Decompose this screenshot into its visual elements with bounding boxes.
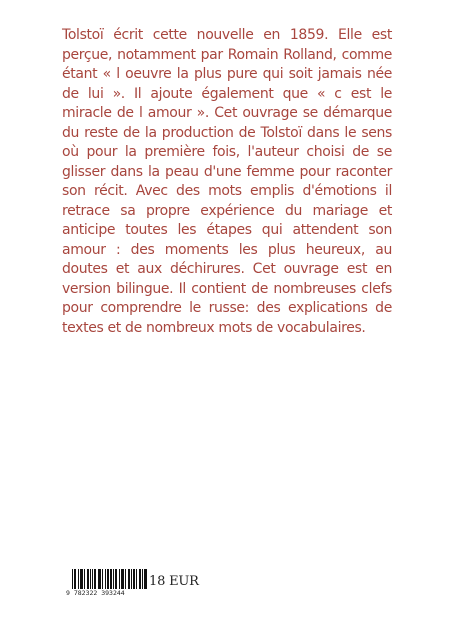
barcode-bar xyxy=(98,569,99,589)
barcode-bar xyxy=(145,569,146,589)
barcode-bar xyxy=(78,569,79,589)
barcode-bar xyxy=(123,569,124,589)
barcode-bar xyxy=(131,569,132,589)
barcode-bar xyxy=(108,569,109,589)
barcode-bar xyxy=(144,569,145,589)
barcode-bar xyxy=(90,569,91,589)
barcode-bar xyxy=(75,569,76,589)
barcode-bar xyxy=(129,569,130,589)
barcode-bar xyxy=(128,569,129,589)
barcode-digits: 9 782322 393244 xyxy=(66,589,150,597)
blurb-text: Tolstoï écrit cette nouvelle en 1859. Elle est perçue, notamment par Romain Rolland, comme étant « l oeuvre la plus pure qui soit jamais née de lui ». Il ajoute également que « c est le miracle de l amour ». Cet ouvrage se démarque du reste de la production de Tolstoï dans le sens où pour la première fois, l'auteur choisi de se glisser dans la peau d'une femme pour raconter son récit. Avec des mots emplis d'émotions il retrace sa propre expérience du mariage et anticipe toutes les étapes qui attendent son amour : des moments les plus heureux, au doutes et aux déchirures. Cet ouvrage est en version bilingue. Il contient de nombreuses clefs pour comprendre le russe: des explications de textes et de nombreux mots de vocabulaires. xyxy=(62,27,392,336)
barcode-bar xyxy=(119,569,120,589)
barcode-bar xyxy=(107,569,108,589)
barcode-bar xyxy=(116,569,117,589)
barcode-bar xyxy=(94,569,95,589)
barcode-bar xyxy=(133,569,134,589)
barcode-bar xyxy=(105,569,106,589)
barcode-bar xyxy=(82,569,83,589)
barcode-bar xyxy=(121,569,122,589)
barcode-bar xyxy=(81,569,82,589)
isbn-barcode xyxy=(66,569,148,597)
barcode-bar xyxy=(99,569,100,589)
barcode-bar xyxy=(95,569,96,589)
barcode-bar xyxy=(139,569,140,589)
barcode-bar xyxy=(102,569,103,589)
barcode-bar xyxy=(125,569,126,589)
barcode-bar xyxy=(134,569,135,589)
barcode-bar xyxy=(113,569,114,589)
barcode-bar xyxy=(92,569,93,589)
barcode-bar xyxy=(88,569,89,589)
barcode-bar xyxy=(122,569,123,589)
price-label: 18 EUR xyxy=(149,574,199,589)
barcode-bar xyxy=(142,569,143,589)
barcode-bar xyxy=(140,569,141,589)
barcode-bar xyxy=(80,569,81,589)
barcode-bar xyxy=(100,569,101,589)
barcode-bar xyxy=(136,569,137,589)
barcode-bar xyxy=(115,569,116,589)
barcode-bar xyxy=(87,569,88,589)
barcode-bar xyxy=(84,569,85,589)
